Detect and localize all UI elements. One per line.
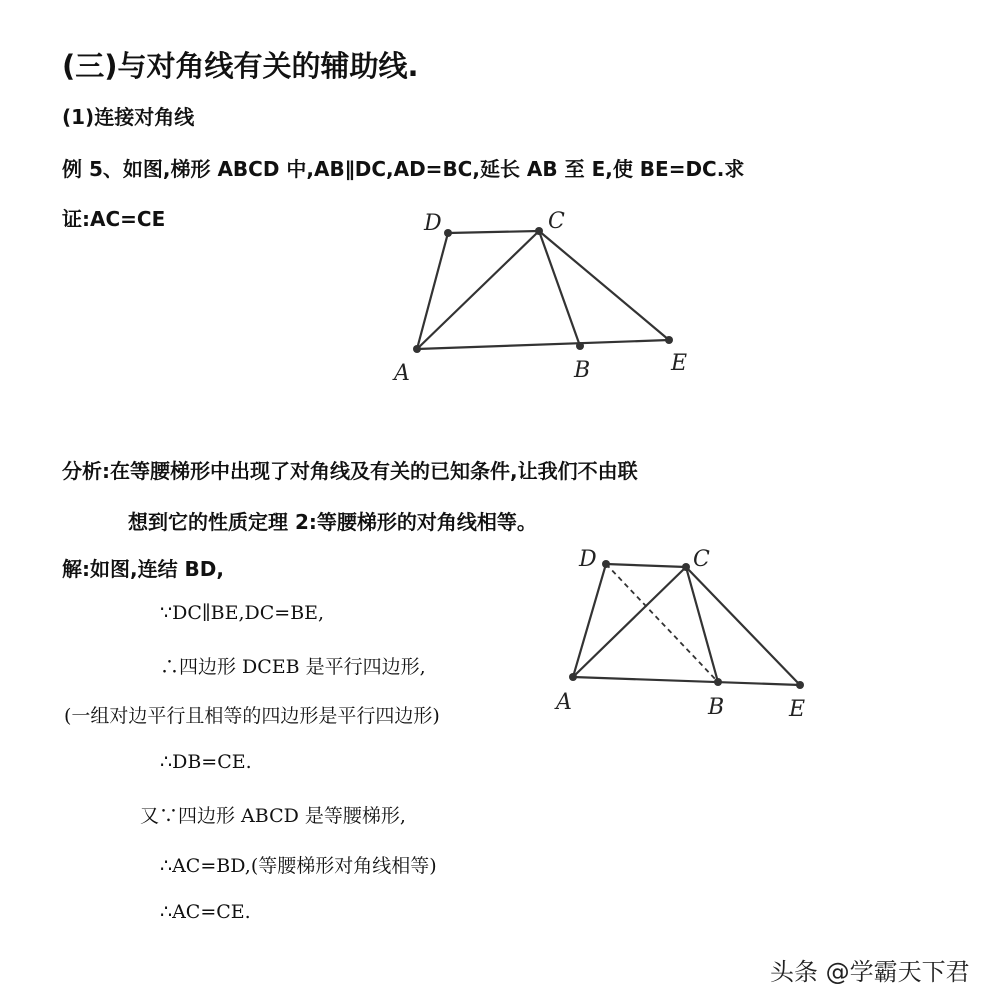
watermark: 头条 @学霸天下君: [770, 958, 970, 986]
segment-AE: [573, 677, 800, 685]
analysis-line-2: 想到它的性质定理 2:等腰梯形的对角线相等。: [128, 510, 537, 534]
label-A: A: [556, 690, 572, 715]
problem-line-1: 例 5、如图,梯形 ABCD 中,AB∥DC,AD=BC,延长 AB 至 E,使 BE=DC.求: [62, 157, 745, 181]
label-B: B: [708, 695, 725, 720]
point-B: [714, 678, 722, 686]
analysis-line-1: 分析:在等腰梯形中出现了对角线及有关的已知条件,让我们不由联: [62, 459, 638, 483]
section-heading: (三)与对角线有关的辅助线.: [62, 49, 419, 83]
solution-line-6: 又∵四边形 ABCD 是等腰梯形,: [140, 805, 406, 827]
label-D: D: [424, 211, 442, 236]
label-A: A: [394, 361, 410, 386]
point-C: [682, 563, 690, 571]
solution-line-2: ∵DC∥BE,DC=BE,: [160, 602, 325, 624]
solution-line-4: (一组对边平行且相等的四边形是平行四边形): [64, 705, 440, 727]
point-A: [569, 673, 577, 681]
label-E: E: [789, 697, 806, 722]
solution-line-1: 解:如图,连结 BD,: [62, 557, 225, 581]
label-E: E: [671, 351, 688, 376]
label-C: C: [693, 547, 710, 572]
label-C: C: [548, 209, 565, 234]
segment-DC: [606, 564, 686, 567]
point-E: [796, 681, 804, 689]
problem-line-2: 证:AC=CE: [62, 207, 166, 231]
solution-line-7: ∴AC=BD,(等腰梯形对角线相等): [160, 855, 437, 877]
solution-line-8: ∴AC=CE.: [160, 901, 251, 923]
point-D: [602, 560, 610, 568]
solution-line-5: ∴DB=CE.: [160, 751, 252, 773]
label-B: B: [574, 358, 591, 383]
label-D: D: [579, 547, 597, 572]
solution-line-3: ∴四边形 DCEB 是平行四边形,: [160, 656, 426, 678]
subsection-heading: (1)连接对角线: [62, 105, 195, 129]
